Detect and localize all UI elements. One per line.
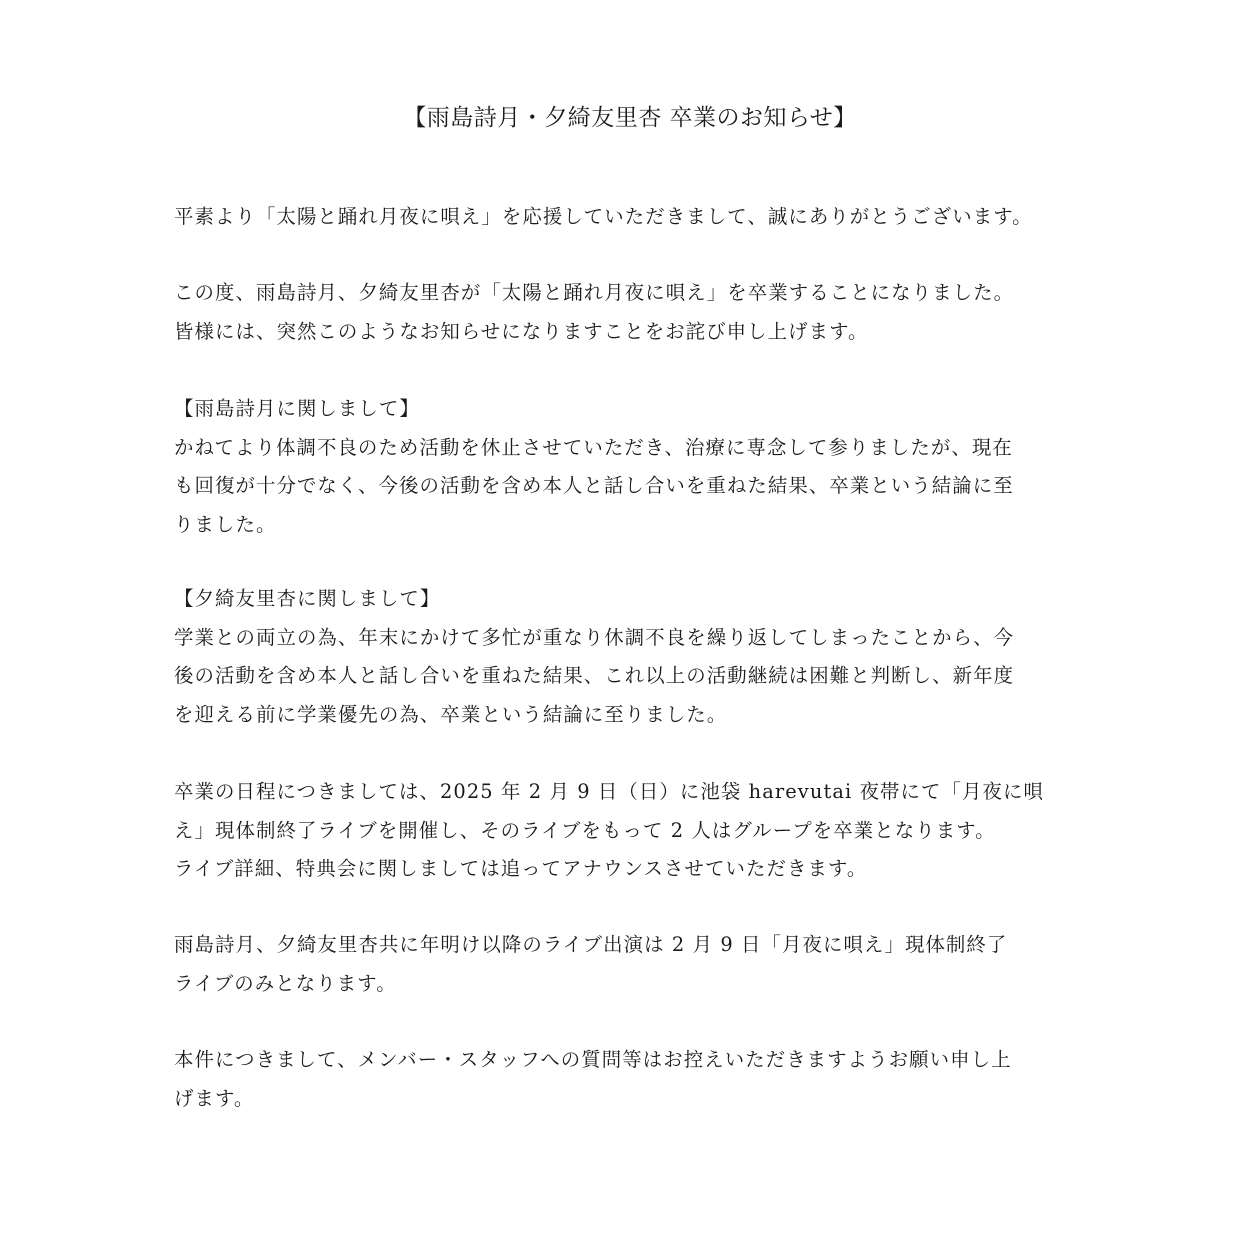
paragraph-line: 本件につきまして、メンバー・スタッフへの質問等はお控えいただきますようお願い申し上 xyxy=(174,1048,1012,1071)
paragraph-line: 皆様には、突然このようなお知らせになりますことをお詫び申し上げます。 xyxy=(174,319,869,343)
paragraph-line: え」現体制終了ライブを開催し、そのライブをもって 2 人はグループを卒業となります。 xyxy=(174,818,996,842)
paragraph-line: かねてより体調不良のため活動を休止させていただき、治療に専念して参りましたが、現在 xyxy=(174,435,1013,459)
live-appearance-paragraph xyxy=(174,926,1086,1003)
greeting-paragraph xyxy=(174,198,1086,237)
section-heading: 【雨島詩月に関しまして】 xyxy=(174,397,420,420)
paragraph-line: も回復が十分でなく、今後の活動を含め本人と話し合いを重ねた結果、卒業という結論に至 xyxy=(174,474,1014,497)
graduation-paragraph xyxy=(174,274,1086,351)
paragraph-line: を迎える前に学業優先の為、卒業という結論に至りました。 xyxy=(174,702,728,726)
paragraph-line: この度、雨島詩月、夕綺友里杏が「太陽と踊れ月夜に唄え」を卒業することになりました。 xyxy=(174,281,1015,304)
section-yuki xyxy=(174,580,1086,734)
paragraph-line: 卒業の日程につきましては、2025 年 2 月 9 日（日）に池袋 harevutai 夜帯にて「月夜に唄 xyxy=(174,780,1044,803)
paragraph-line: 雨島詩月、夕綺友里杏共に年明け以降のライブ出演は 2 月 9 日「月夜に唄え」現体制終了 xyxy=(174,933,1008,956)
section-heading: 【夕綺友里杏に関しまして】 xyxy=(174,587,441,610)
paragraph-line: ライブ詳細、特典会に関しましては追ってアナウンスさせていただきます。 xyxy=(174,857,868,880)
paragraph-line: げます。 xyxy=(174,1086,255,1110)
document-title: 【雨島詩月・夕綺友里杏 卒業のお知らせ】 xyxy=(403,105,857,131)
inquiry-paragraph xyxy=(174,1041,1086,1118)
paragraph-line: 学業との両立の為、年末にかけて多忙が重なり休調不良を繰り返してしまったことから、今 xyxy=(174,625,1015,649)
paragraph-line: りました。 xyxy=(174,512,277,536)
section-amashima xyxy=(174,390,1086,544)
paragraph-line: 平素より「太陽と踊れ月夜に唄え」を応援していただきまして、誠にありがとうございます。 xyxy=(174,205,1033,228)
schedule-paragraph xyxy=(174,773,1086,889)
paragraph-line: 後の活動を含め本人と話し合いを重ねた結果、これ以上の活動継続は困難と判断し、新年度 xyxy=(174,664,1015,687)
paragraph-line: ライブのみとなります。 xyxy=(174,971,397,995)
